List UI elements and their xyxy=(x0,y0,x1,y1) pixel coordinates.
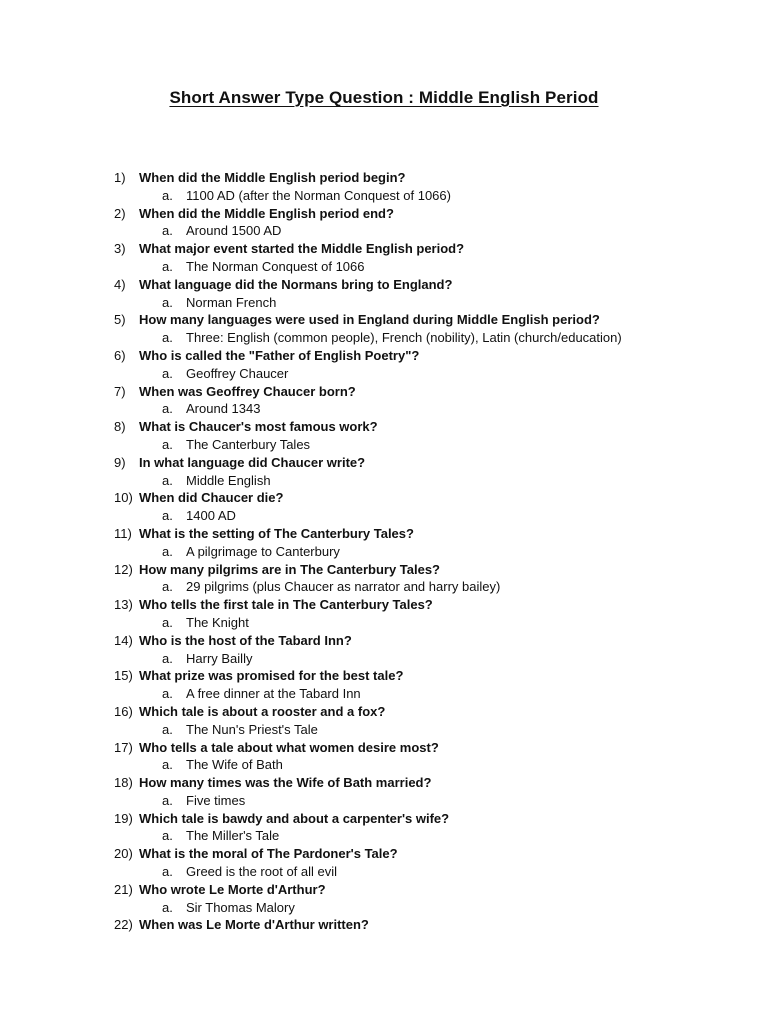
question-line xyxy=(0,383,768,401)
question-number: 8) xyxy=(114,419,126,435)
answer-letter: a. xyxy=(162,365,173,381)
question-item xyxy=(0,489,768,525)
question-text: How many pilgrims are in The Canterbury Tales? xyxy=(139,561,440,577)
answer-line xyxy=(0,222,768,240)
question-text: Who tells the first tale in The Canterbury Tales? xyxy=(139,597,433,613)
question-number: 13) xyxy=(114,597,133,613)
question-line xyxy=(0,632,768,650)
question-text: What prize was promised for the best tale? xyxy=(139,668,404,684)
question-line xyxy=(0,739,768,757)
question-item xyxy=(0,703,768,739)
answer-text: A free dinner at the Tabard Inn xyxy=(186,686,361,702)
answer-text: The Nun's Priest's Tale xyxy=(186,721,318,737)
answer-text: Around 1343 xyxy=(186,401,261,417)
question-line xyxy=(0,561,768,579)
answer-letter: a. xyxy=(162,472,173,488)
question-number: 3) xyxy=(114,241,126,257)
question-number: 21) xyxy=(114,881,133,897)
answer-letter: a. xyxy=(162,401,173,417)
question-line xyxy=(0,596,768,614)
question-item xyxy=(0,276,768,312)
answer-line xyxy=(0,614,768,632)
question-item xyxy=(0,739,768,775)
question-number: 1) xyxy=(114,170,126,185)
answer-line xyxy=(0,258,768,276)
answer-line xyxy=(0,543,768,561)
question-line xyxy=(0,916,768,934)
answer-letter: a. xyxy=(162,757,173,773)
question-line xyxy=(0,810,768,828)
answer-line xyxy=(0,329,768,347)
question-line xyxy=(0,240,768,258)
answer-line xyxy=(0,400,768,418)
answer-line xyxy=(0,294,768,312)
question-item xyxy=(0,561,768,597)
question-item xyxy=(0,169,768,205)
question-number: 15) xyxy=(114,668,133,684)
question-text: Who is the host of the Tabard Inn? xyxy=(139,632,352,648)
answer-text: Geoffrey Chaucer xyxy=(186,365,289,381)
question-number: 10) xyxy=(114,490,133,506)
answer-line xyxy=(0,792,768,810)
answer-text: 29 pilgrims (plus Chaucer as narrator and harry bailey) xyxy=(186,579,501,595)
answer-letter: a. xyxy=(162,579,173,595)
question-item xyxy=(0,845,768,881)
question-text: When was Geoffrey Chaucer born? xyxy=(139,383,356,399)
question-line xyxy=(0,454,768,472)
question-item xyxy=(0,347,768,383)
question-number: 12) xyxy=(114,561,133,577)
answer-line xyxy=(0,756,768,774)
answer-letter: a. xyxy=(162,294,173,310)
answer-text: Harry Bailly xyxy=(186,650,253,666)
answer-letter: a. xyxy=(162,508,173,524)
answer-line xyxy=(0,650,768,668)
question-number: 2) xyxy=(114,205,126,221)
question-text: Which tale is about a rooster and a fox? xyxy=(139,703,386,719)
question-number: 14) xyxy=(114,632,133,648)
answer-letter: a. xyxy=(162,436,173,452)
question-number: 11) xyxy=(114,525,132,541)
answer-letter: a. xyxy=(162,330,173,346)
question-item xyxy=(0,240,768,276)
question-text: When did the Middle English period begin? xyxy=(139,170,406,185)
question-line xyxy=(0,667,768,685)
question-item xyxy=(0,454,768,490)
answer-line xyxy=(0,899,768,917)
question-text: What major event started the Middle English period? xyxy=(139,241,465,257)
question-line xyxy=(0,347,768,365)
answer-line xyxy=(0,578,768,596)
question-number: 5) xyxy=(114,312,126,328)
answer-text: Around 1500 AD xyxy=(186,223,282,239)
answer-line xyxy=(0,863,768,881)
question-text: What is the setting of The Canterbury Tales? xyxy=(139,525,414,541)
question-text: Which tale is bawdy and about a carpenter's wife? xyxy=(139,810,450,826)
question-item xyxy=(0,916,768,934)
question-text: What language did the Normans bring to England? xyxy=(139,276,453,292)
question-list xyxy=(0,169,768,934)
question-text: Who tells a tale about what women desire most? xyxy=(139,739,439,755)
answer-text: A pilgrimage to Canterbury xyxy=(186,543,340,559)
question-text: What is the moral of The Pardoner's Tale? xyxy=(139,846,398,862)
question-text: How many languages were used in England during Middle English period? xyxy=(139,312,600,328)
question-text: What is Chaucer's most famous work? xyxy=(139,419,378,435)
answer-text: The Canterbury Tales xyxy=(186,436,311,452)
question-number: 4) xyxy=(114,276,126,292)
answer-letter: a. xyxy=(162,223,173,239)
answer-line xyxy=(0,827,768,845)
answer-letter: a. xyxy=(162,864,173,880)
question-text: When did Chaucer die? xyxy=(139,490,284,506)
question-number: 19) xyxy=(114,810,133,826)
question-item xyxy=(0,774,768,810)
answer-letter: a. xyxy=(162,828,173,844)
question-item xyxy=(0,667,768,703)
question-line xyxy=(0,418,768,436)
answer-text: Norman French xyxy=(186,294,277,310)
answer-text: The Wife of Bath xyxy=(186,757,283,773)
answer-text: Middle English xyxy=(186,472,271,488)
question-text: How many times was the Wife of Bath married? xyxy=(139,775,432,791)
question-number: 7) xyxy=(114,383,126,399)
question-item xyxy=(0,205,768,241)
answer-line xyxy=(0,365,768,383)
answer-line xyxy=(0,507,768,525)
answer-text: Three: English (common people), French (nobility), Latin (church/education) xyxy=(186,330,622,346)
question-line xyxy=(0,205,768,223)
answer-text: Greed is the root of all evil xyxy=(186,864,338,880)
question-text: Who wrote Le Morte d'Arthur? xyxy=(139,881,326,897)
question-line xyxy=(0,703,768,721)
answer-line xyxy=(0,721,768,739)
question-number: 9) xyxy=(114,454,126,470)
question-text: In what language did Chaucer write? xyxy=(139,454,366,470)
question-number: 16) xyxy=(114,703,133,719)
answer-text: Sir Thomas Malory xyxy=(186,899,295,915)
answer-letter: a. xyxy=(162,258,173,274)
answer-letter: a. xyxy=(162,614,173,630)
answer-text: The Miller's Tale xyxy=(186,828,280,844)
question-item xyxy=(0,632,768,668)
question-line xyxy=(0,169,768,187)
question-line xyxy=(0,525,768,543)
answer-text: 1100 AD (after the Norman Conquest of 1066) xyxy=(186,187,451,203)
answer-letter: a. xyxy=(162,543,173,559)
answer-letter: a. xyxy=(162,792,173,808)
answer-letter: a. xyxy=(162,187,173,203)
question-line xyxy=(0,276,768,294)
question-number: 17) xyxy=(114,739,133,755)
answer-letter: a. xyxy=(162,650,173,666)
answer-line xyxy=(0,436,768,454)
answer-text: 1400 AD xyxy=(186,508,236,524)
question-item xyxy=(0,383,768,419)
answer-letter: a. xyxy=(162,686,173,702)
answer-letter: a. xyxy=(162,721,173,737)
question-item xyxy=(0,810,768,846)
answer-line xyxy=(0,472,768,490)
answer-text: The Norman Conquest of 1066 xyxy=(186,258,365,274)
question-number: 22) xyxy=(114,917,133,933)
question-text: Who is called the "Father of English Poetry"? xyxy=(139,347,420,363)
question-line xyxy=(0,845,768,863)
question-line xyxy=(0,311,768,329)
question-number: 20) xyxy=(114,846,133,862)
question-text: When did the Middle English period end? xyxy=(139,205,394,221)
page-title: Short Answer Type Question : Middle English Period xyxy=(169,88,599,107)
question-line xyxy=(0,774,768,792)
question-line xyxy=(0,881,768,899)
question-item xyxy=(0,418,768,454)
answer-text: Five times xyxy=(186,792,246,808)
answer-line xyxy=(0,187,768,205)
question-item xyxy=(0,881,768,917)
question-number: 6) xyxy=(114,347,126,363)
question-item xyxy=(0,525,768,561)
answer-line xyxy=(0,685,768,703)
question-text: When was Le Morte d'Arthur written? xyxy=(139,917,369,933)
question-number: 18) xyxy=(114,775,133,791)
answer-text: The Knight xyxy=(186,614,249,630)
answer-letter: a. xyxy=(162,899,173,915)
question-item xyxy=(0,596,768,632)
question-item xyxy=(0,311,768,347)
question-line xyxy=(0,489,768,507)
